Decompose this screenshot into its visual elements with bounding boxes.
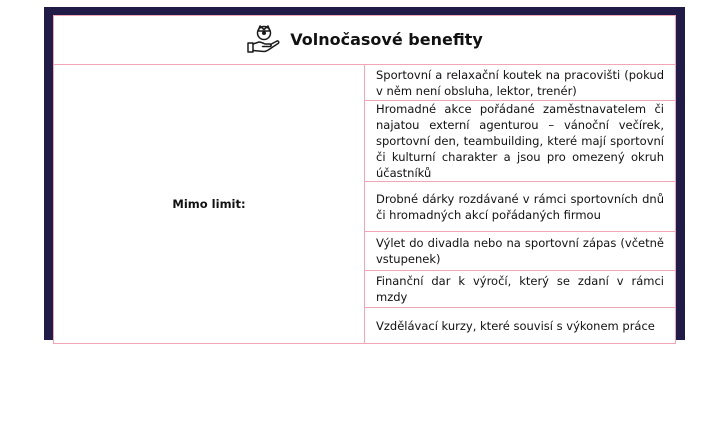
hand-crown-icon — [246, 22, 282, 58]
benefits-table — [53, 15, 676, 344]
benefit-item: Vzdělávací kurzy, které souvisí s výkonem práce — [365, 308, 676, 344]
table-header — [54, 16, 676, 65]
benefit-item: Drobné dárky rozdávané v rámci sportovních dnů či hromadných akcí pořádaných firmou — [365, 182, 676, 232]
section-label: Mimo limit: — [54, 65, 365, 344]
benefit-item: Finanční dar k výročí, který se zdaní v rámci mzdy — [365, 271, 676, 308]
benefit-item: Sportovní a relaxační koutek na pracovišti (pokud v něm není obsluha, lektor, trenér) — [365, 65, 676, 101]
document-frame — [44, 7, 685, 340]
page-title: Volnočasové benefity — [290, 30, 483, 49]
benefit-item: Výlet do divadla nebo na sportovní zápas (včetně vstupenek) — [365, 232, 676, 271]
benefit-item: Hromadné akce pořádané zaměstnavatelem či najatou externí agenturou – vánoční večírek, sportovní den, teambuilding, které mají sportovní či kulturní charakter a jsou pro omezený okruh účastníků — [365, 101, 676, 182]
